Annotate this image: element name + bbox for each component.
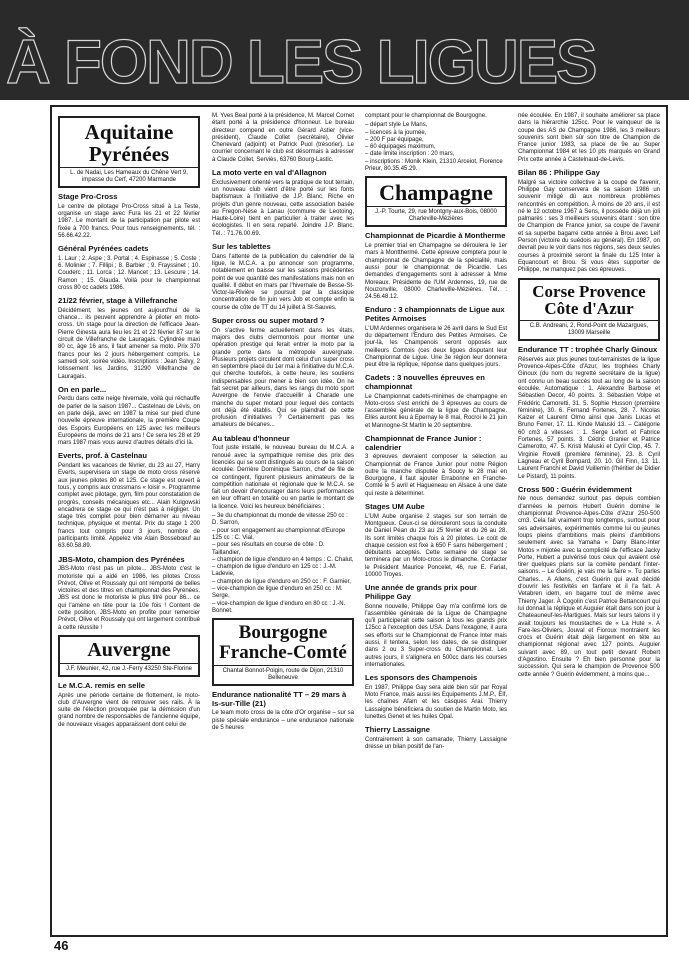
article-text: Perdu dans cette neige hivernale, voilà qui réchauffe de parler de la saison 1987... Castelnau de Lévis, on en parle déjà, avec en 1987 la mise sur pied d'une nouvelle épreuve internationale, la première Coupe des Espoirs Européens en 125 avec les meilleurs Européens de moins de 21 ans ! Ce sera les 28 et 29 mars 1987 mais vous aurez d'autres détails d'ici là. [58, 396, 200, 447]
region-box-auvergne [58, 635, 200, 677]
list-item: – 3e du championnat du monde de vitesse 250 cc : D. Sarron, [212, 513, 348, 527]
list-item: – vice-champion de ligue d'enduro en 250 cc : M. Serge, [212, 586, 343, 600]
column-2 [212, 113, 354, 734]
list-item: – champion de ligue d'enduro en 125 cc : J.-M. Ladevie, [212, 564, 337, 578]
list-item: – date limite inscription : 20 mars, [365, 151, 455, 158]
article-title: Général Pyrénées cadets [58, 244, 149, 254]
article-text: Réservés aux plus jeunes tout-terrainistes de la ligue Provence-Alpes-Côte d'Azur, les trophées Charly Ginoux (du nom du regretté secrétaire de la ligue) ont connu un beau succès tout au long de la saison écoulée. Automatique : 1. Alexandre Barbose et Sébastien Decor, 40 points. 3. Sébastien Volpe et Frédéric Camoretti, 31. 5. Sophie Husson (première féminine), 30. 6. Fernand Fortenes, 28. 7. Nicolas Kaizer et Laurent Olmo ainsi que Janis Lucas et Bruno Ferrer, 17. 11. Kinde Maluski 13. – Catégorie 60 cm3 à vitesses : 1. Serge Lefort et Fabrice Fortenes, 57 points. 3. Cédric Granier et Patrice Camerotto, 47. 5. Kristi Maluski et Cyril Clop, 45. 7. Virginie Rovelli (première féminine), 23. 8. Cyril Lagneau et Cyril Bompard, 20. 10. Gil Finn, 13. 11. Laurent Franchi et David Vuillemin (l'héritier de Didier Le Pistard), 11 points. [518, 356, 660, 480]
list-item: – pour son engagement au championnat d'Europe 125 cc : C. Vial, [212, 527, 346, 541]
article-text: Le centre de pilotage Pro-Cross situé à La Teste, organise un stage avec Fura les 21 et 22 février 1987. Le montant de la participation par pilote est fixée à 700 francs. Pour tous renseignements, tél. : 56.66.42.22. [58, 203, 200, 239]
article-text: L'UM Aube organise 2 stages sur son terrain de Montgueux. Ceux-ci se dérouleront sous la conduite de Daniel Péan du 23 au 25 février et du 26 au 28. Ils sont limités chaque fois à 20 pilotes. Le coût de chaque cession est fixé à 650 F sans hébergement ; débutants acceptés. Cette semaine de stage se terminera par un Moto-cross le dimanche. Contacter le Président Maurice Poncelet, 46, rue E. Fariat, 10000 Troyes. [365, 513, 507, 579]
article-title: Cadets : 3 nouvelles épreuves en championnat [365, 373, 485, 391]
article-text: Bonne nouvelle, Philippe Gay m'a confirmé lors de l'assemblée générale de la Ligue de Champagne qu'il participerait cette saison à tous les grands prix 125cc à l'exception des USA. Dans l'exagone, il aura ses efforts sur le Championnat de France Inter mais aussi, il tentera, selon les dates, de se distinguer dans 2 ou 3 Super-cross du Championnat. Les autres jours, il s'alignera en 500cc dans les courses internationales. [365, 603, 507, 668]
article-text: Ne nous demandez surtout pas depuis combien d'années le pernois Hubert Guérin domine le championnat Provence-Alpes-Côte d'Azur 250-500 cm3. Cela fait vraiment trop longtemps, surtout pour ses adversaires, expérimentés comme lui ou jeunes loups pleins d'ambitions mais pleins d'ambitions seulement avec sa Yamaha « Dany Blanc-Inter Motos » mijotée avec la complicité de l'efficace Jacky Porte, Hubert a pulvérisé tous ceux qui avaient osé tirer quelques plans sur la comète pendant l'inter-saisons. – Le Guérin, je vais me la faire ». Tu parles Charles... A Allens, c'est Guérin qui avait décidé d'ouvrir les festivités en fanfare et il l'a fait. A Vetabren idem, en bagarre tout de même avec Thierry Jager. À Cogolin c'est Patrice Bettancourt qui lui donnait la réplique et Auguier était dans son jour à Chateauneuf-les-Martigues. Mais sur leurs talons il y avait toujours les moustaches de « La Hute ». A Fare-les-Oliviers, Jouval et Fioroux montraient les crocs et Guérin était déjà largement en tête au championnat régional avec 127 points. Auguier suivant avec 89, un tout petit devant Robert d'Agostino. Ensuite ? Eh bien personne pour la succession. Qui sera le champion de Provence 500 cette année ? Guérin évidemment, à moins que... [518, 496, 660, 678]
article-title: Championnat de France Junior : calendrier [365, 434, 482, 452]
column-3 [365, 113, 507, 753]
region-address: J.-P. Tourte, 29, rue Montgny-aux-Bois, 08000 Charleville-Mézières [367, 206, 505, 225]
article-text: Tout juste installé, le nouveau bureau du M.C.A. a renoué avec la sympathique remise des prix des licenciés qui se sont distingués au cours de la saison écoulée. Derrière Dominique Sarron, chef de file de ce contingent, figurent plusieurs animateurs de la compétition nationale et régionale que le M.C.A. se fait un devoir d'encourager dans leurs performances en leur offrant en totalité ou en partie le montant de la licence. Voici les heureux bénéficiaires : [212, 445, 354, 510]
article-title: JBS-Moto, champion des Pyrénées [58, 554, 185, 564]
list-item: – champion de ligue d'enduro en 4 temps : C. Chalut, [212, 556, 354, 563]
article-text: Malgré sa victoire collective à la coupe de l'avenir, Philippe Gay conservera de sa saison 1986 un souvenir mitigé dû aux nombreux problèmes rencontrés en compétition. À moins de 20 ans, il est né le 12 octobre 1967 à Sens, il possède déjà un joli palmarès : ses 3 meilleurs souvenirs étant : son titre de Champion de France junior, sa coupe de l'avenir et sa superbe bagarre cette année à Brou avec Leif Person (victoire du suédois au général). En 1987, on devrait peu le voir dans nos régions, ses deux seules courses à proximité seront la finale du 125 Inter à Equancourt et Brou. Si vous êtes supporter de Philippe, ne manquez pas ces épreuves. [518, 179, 660, 274]
article-title: Au tableau d'honneur [212, 433, 290, 443]
region-box-champagne [365, 176, 507, 227]
banner-title: À FOND LES LIGUES [6, 28, 596, 97]
article-text: née écoulée. En 1987, il souhaite améliorer sa place dans la hiérarchie 125cc. Pour le vainqueur de la coupe des AS de Champagne 1986, les 3 meilleurs souvenirs sont bien sûr son titre de Champion de France junior 1983, sa place de 9e au Super Championnat 1984 et les 10 pts marqués en Grand Prix cette année à Castelnaud-de-Levis. [518, 113, 660, 163]
article-title: Endurance nationalité TT – 29 mars à Is-sur-Tille (21) [212, 690, 347, 708]
article-text: 3 épreuves devraient composer la sélection au Championnat de France Junior pour notre Région outre la manche disputée à Soucy le 28 mai en Bourgogne, il faut ajouter Errabonne en Franche-Comté le 5 avril et Hagueneau en Alsace à une date qui reste à déterminer. [365, 454, 507, 497]
column-1 [58, 113, 200, 731]
entry-conditions-list [365, 122, 507, 173]
article-title: Everts, prof. à Castelnau [58, 451, 148, 461]
region-box-bourgogne [212, 618, 354, 686]
article-title: Enduro : 3 championnats de Ligue aux Petites Armoises [365, 305, 505, 324]
list-item: – 200 F par équipage, [365, 136, 424, 143]
article-title: Sur les tablettes [212, 242, 271, 252]
article-text: Décidément, les jeunes ont aujourd'hui de la chance... ils peuvent apprendre à piloter en moto-cross. Un stage pour la direction de l'efficace Jean-Pierre Ginesta aura lieu les 21 et 22 février 87 sur le circuit de Villefranche de Lauragais. Cylindrée maxi 80 cc, âge 16 ans, il faut amener sa moto. Prix 370 francs pour les 2 jours hébergement compris. Le samedi soir, soirée vidéo. Inscriptions : Jean Salvy, 2 lotissement les Jardins, 31290 Villefranche de Lauragais. [58, 307, 200, 380]
article-frame [50, 105, 668, 937]
list-item: – départ style Le Mans, [365, 122, 428, 129]
header-banner [0, 0, 689, 100]
article-title: Cross 500 : Guérin évidemment [518, 484, 632, 494]
article-text: On s'active ferme actuellement dans les états, majors des clubs clermontois pour monter une opération prestige qui ferait entrer la moto par la grande porte dans la métropole auvergnate. Plusieurs projets circulent dont celui d'un super cross en septembre placé du 1er mai à l'initiative du M.C.A. qui cherche toutefois, à cette heure, les soutiens indispensables pour mener à bien son idée. On ne fait secret par ailleurs, dans les rangs du moto sport Auvergne de l'envie d'accueillir à Charade une manche du super motard pour lequel des contacts ont déjà été établis. Qui se plaindrait de cette profusion d'initiatives ? Certainement pas les amateurs de bécanes... [212, 327, 354, 429]
region-box-corse [518, 278, 660, 342]
region-address: L. de Nadai, Les Hameaux du Chêne Vert 9, impasse du Cerf, 47200 Marmande [60, 167, 198, 186]
article-text: Pendant les vacances de février, du 23 au 27, Harry Everts, supervisera un stage de moto cross réservé aux jeunes pilotes 80 et 125. Ce stage est ouvert à tous, y compris aux crossmans « loisir ». Programme complet avec pilotage, gym, film pour constatation de progrès, conseils mécaniques etc... Alain Kulgowski encadrera ce stage ce qui n'est pas à négliger. Un stage très complet pour bien démarrer au niveau technique, physique et mental. Prix du stage 1 200 francs tout compris pour 3 jours, nombre de participants limité. Appelez vite Alain Bossebœuf au 63.60.58.89. [58, 463, 200, 550]
article-title: Championnat de Picardie à Montherme [365, 231, 506, 241]
article-title: Endurance TT : trophée Charly Ginoux [518, 345, 658, 355]
article-title: 21/22 février, stage à Villefranche [58, 296, 178, 306]
list-item: – inscriptions : Monik Klein, 21310 Arceiot, Florence Prieur, 80.35.45.29. [365, 158, 503, 173]
article-title: Super cross ou super motard ? [212, 316, 325, 326]
article-text: Exclusivement orienté vers la pratique de tout terrain, un nouveau club vient d'être porté sur les fonts baptismaux à l'initiative de J.P. Blanc. Riche en projets d'un genre nouveau, cette association basée au Fregon-Nèse à Lanau (commune de Leotoing, Haute-Loire) tient en particulier à traiter avec les écologistes. Il en sera reparlé. Joindre J.P. Blanc. Tél. : 71.76.00.69. [212, 179, 354, 237]
article-title: Thierry Lassaigne [365, 725, 430, 735]
article-title: Bilan 86 : Philippe Gay [518, 168, 600, 178]
region-address: C.B. Andreani, 2, Rond-Point de Mazargues, 13009 Marseille [520, 320, 658, 339]
region-name: Corse Provence Côte d'Azur [532, 281, 646, 319]
page-number: 46 [54, 938, 69, 953]
article-text: Après une période certaine de flottement, le moto-club d'Auvergne vient de retrouver ses rails. À la suite de l'élection provoquée par la démission d'un grand nombre de responsables de l'ancienne équipe, de nouveaux visages apparaissent dont celui de [58, 692, 200, 728]
winners-list [212, 513, 354, 615]
article-title: Les sponsors des Champenois [365, 673, 478, 683]
list-item: – vice-champion de ligue d'enduro en 80 cc : J.-N. Bonnet. [212, 600, 346, 614]
article-text: M. Yves Beal porté à la présidence, M. Marcel Cornet étant porté à la présidence d'honneur. Le bureau directeur compend en outre Gérard Astier (vice-président), Claude Collet (secrétaire), Olivier Chenevard (adjoint) et Patrick Puol (trésorier). Le courrier concernant le club est désormais à adresser à Claude Collet, Serviès, 63760 Bourg-Lastic. [212, 113, 354, 163]
region-box-aquitaine [58, 116, 200, 188]
article-text: Le team moto cross de la côte d'Or organise – sur sa piste spéciale endurance – une endurance nationale de 5 heures [212, 710, 354, 731]
article-text: comptant pour le championnat de Bourgogne. [365, 113, 487, 119]
article-text: JBS-Moto n'est pas un pilote... JBS-Moto c'est le motoriste qui a aidé en 1986, les pilotes Cross Prévot, Olive et Roussaly qui ont remporté de belles victoires et des titres en championnat des Pyrénées. JBS est donc le motoriste le plus titré pour 86... ce qui l'amène en tête pour la 10e fois ! Content de cette position, JBS-Moto en profite pour remercier Prévot, Olive et Roussaly qui ont largement contribué à cette réussite ! [58, 566, 200, 631]
article-title: La moto verte en val d'Allagnon [212, 168, 327, 178]
list-item: – licences à la journée, [365, 129, 427, 136]
list-item: – champion de ligue d'enduro en 250 cc : F. Garnier, [212, 578, 351, 585]
article-title: On en parle... [58, 384, 107, 394]
region-address: Chantal Bonnot-Poigin, route de Dijon, 21310 Belleneuve [214, 665, 352, 684]
region-name: Auvergne [87, 638, 171, 661]
article-text: En 1987, Philippe Gay sera aidé bien sûr par Royal Moto France, mais aussi les Equipements J.M.P., Elf, les chaînes Afam et les casques Arai. Thierry Lassaigne bénéficiera du soutien de Martin Moto, les lunettes Genet et les huiles Opal. [365, 684, 507, 720]
article-text: Dans l'attente de la publication du calendrier de la ligue, le M.C.A. a pu annoncer son programme, notablement en baisse sur les saisons précédentes point de vue quantité des manifestations mais non en qualité. Il début en mars par l'hivernale de Besse-St-Victor-la-Rivière se poursuit par la classique concentration de fin juin vers Job et compte enfin la course de côte de TT du 14 juillet à St-Sauves. [212, 253, 354, 311]
article-text: L'UM Ardennes organisera le 26 avril dans le Sud Est du département l'Enduro des Petites Armoises. Ce jour-là, les Champenois seront opposés aux meilleurs Comtois (ces deux ligues disputant leur Championnat de Ligue. Une 3e région leur donnera peut être la réplique, réponse dans quelques jours. [365, 325, 507, 369]
region-name: Bourgogne Franche-Comté [219, 622, 347, 664]
column-4 [518, 113, 660, 681]
region-address: J.F. Meunier, 42, rue J.-Ferry 43250 Ste-Florine [60, 663, 198, 675]
article-title: Le M.C.A. remis en selle [58, 680, 145, 690]
article-text: Le Championnat cadets-minimes de champagne en Moto-cross s'est enrichi de 3 épreuves au cours de l'assemblée générale de la ligue de Champagne. Elles auront lieu à Epernay le 8 mai, Rocroi le 21 juin et Mannogne-St Martin le 20 septembre. [365, 393, 507, 429]
region-name: Aquitaine Pyrénées [84, 120, 174, 167]
article-title: Stages UM Aube [365, 502, 425, 512]
region-name: Champagne [379, 180, 493, 206]
article-text: Contrairement à son camarade, Thierry Lassaigne dresse un bilan positif de l'an- [365, 736, 507, 751]
article-text: 1. Laur ; 2. Aspe ; 3. Portal ; 4. Espinasse ; 5. Coste ; 6. Molinier ; 7. Fillipi ; 8. Barbier ; 9. Frayssinet ; 10. Couderc ; 11. Lorca ; 12. Mancet ; 13. Lescure ; 14. Ramon ; 15. Glauda. Voilà pour le championnat cross 80 cc cadets 1986. [58, 255, 200, 291]
article-title: Stage Pro-Cross [58, 192, 118, 202]
list-item: – pour ses résultats en course de côte : D. Taillandier, [212, 542, 325, 556]
list-item: – 60 équipages maximum, [365, 144, 436, 151]
article-text: Le premier trial en Champagne se déroulera le 1er mars à Montthermé. Cette épreuve comptera pour le championnat de Champagne de la spécialité, mais aussi pour le championnat de Picardie. Les demandes d'engagements sont à adresser à Mme Moreaux. Présidente de l'UM Ardennes, 19, rue de Nouzonville, 08000 Charleville-Mézières. Tél. : 24.56.48.12. [365, 243, 507, 301]
article-title: Une année de grands prix pour Philippe Gay [365, 583, 477, 601]
